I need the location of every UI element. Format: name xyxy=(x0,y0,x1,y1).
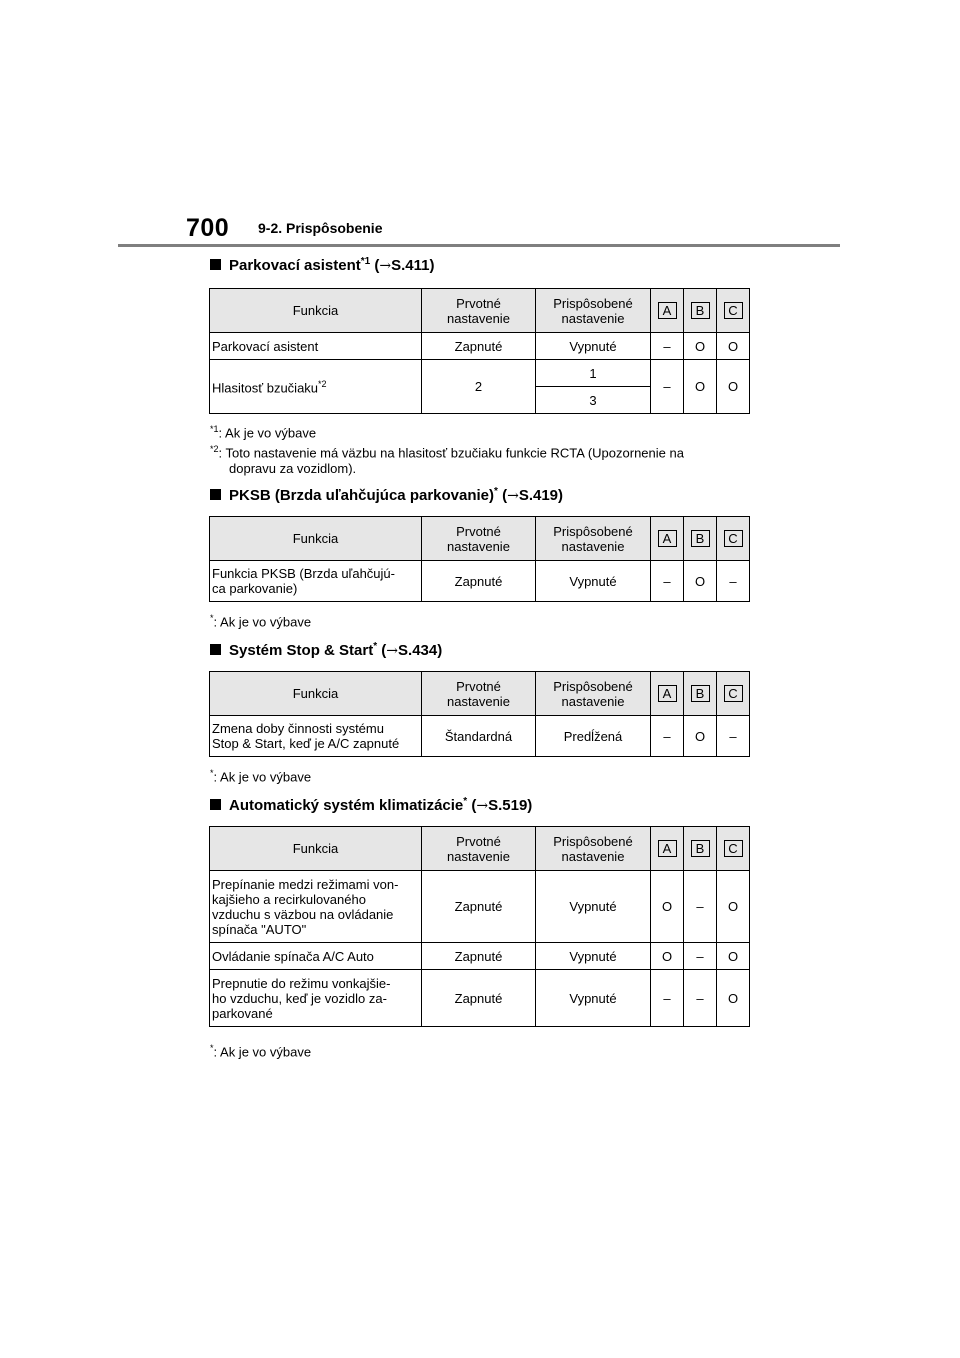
table-row: Zmena doby činnosti systému Stop & Start, keď je A/C zapnuté Štandardná Predĺžená – O – xyxy=(210,716,750,757)
section-heading-pksb: PKSB (Brzda uľahčujúca parkovanie)* (→S.419) xyxy=(210,486,563,504)
square-bullet-icon xyxy=(210,489,221,500)
table-climate xyxy=(209,826,750,1027)
table-header-row: Funkcia Prvotné nastavenie Prispôsobené nastavenie A B C xyxy=(210,517,750,561)
footnote: $^{*1}$: Ak je vo výbave xyxy=(210,424,317,441)
table-row: Prepínanie medzi režimami von- kajšieho a recirkulovaného vzduchu s väzbou na ovládanie spínača "AUTO" Zapnuté Vypnuté O – O xyxy=(210,871,750,943)
square-bullet-icon xyxy=(210,799,221,810)
page-reference-link[interactable]: S.411 xyxy=(391,257,430,274)
table-row: Ovládanie spínača A/C Auto Zapnuté Vypnuté O – O xyxy=(210,943,750,970)
section-heading-stop-start: Systém Stop & Start* (→S.434) xyxy=(210,641,442,659)
page-reference-link[interactable]: S.419 xyxy=(518,487,559,504)
col-header-funkcia: Funkcia xyxy=(210,289,422,333)
table-header-row xyxy=(210,289,750,333)
col-header-b: B xyxy=(684,289,717,333)
table-header-row: Funkcia Prvotné nastavenie Prispôsobené nastavenie A B C xyxy=(210,827,750,871)
page-reference-link[interactable]: S.434 xyxy=(398,642,438,659)
header-rule xyxy=(118,244,840,247)
table-row: Parkovací asistent Zapnuté Vypnuté – O O xyxy=(210,333,750,360)
square-bullet-icon xyxy=(210,259,221,270)
table-pksb xyxy=(209,516,750,602)
section-heading-climate: Automatický systém klimatizácie* (→S.519) xyxy=(210,796,532,814)
chapter-title: 9-2. Prispôsobenie xyxy=(258,220,383,236)
footnote: *: Ak je vo výbave xyxy=(210,1043,312,1060)
table-row: 3 xyxy=(210,387,750,414)
table-row: Funkcia PKSB (Brzda uľahčujú- ca parkovanie) Zapnuté Vypnuté – O – xyxy=(210,561,750,602)
footnote: *: Ak je vo výbave xyxy=(210,768,312,785)
table-stop-start xyxy=(209,671,750,757)
col-header-c: C xyxy=(717,289,750,333)
footnote: $^{*2}$: Toto nastavenie má väzbu na hlasitosť bzučiaku funkcie RCTA (Upozornenie na dopravu za vozidlom). xyxy=(210,444,684,477)
footnote: *: Ak je vo výbave xyxy=(210,613,312,630)
page-reference-link[interactable]: S.519 xyxy=(488,797,528,814)
table-header-row: Funkcia Prvotné nastavenie Prispôsobené nastavenie A B C xyxy=(210,672,750,716)
table-row: Hlasitosť bzučiaku$^{*2}$ 2 1 – O O xyxy=(210,360,750,387)
square-bullet-icon xyxy=(210,644,221,655)
table-parking-assist xyxy=(209,288,750,414)
col-header-prvotne: Prvotné nastavenie xyxy=(422,289,536,333)
col-header-a: A xyxy=(651,289,684,333)
col-header-prisposobene: Prispôsobené nastavenie xyxy=(536,289,651,333)
page-number: 700 xyxy=(186,214,230,242)
table-row: Prepnutie do režimu vonkajšie- ho vzduchu, keď je vozidlo za- parkované Zapnuté Vypnuté – – O xyxy=(210,970,750,1027)
section-heading-parking-assist: Parkovací asistent$^{*1}$ (→S.411) xyxy=(210,256,434,274)
